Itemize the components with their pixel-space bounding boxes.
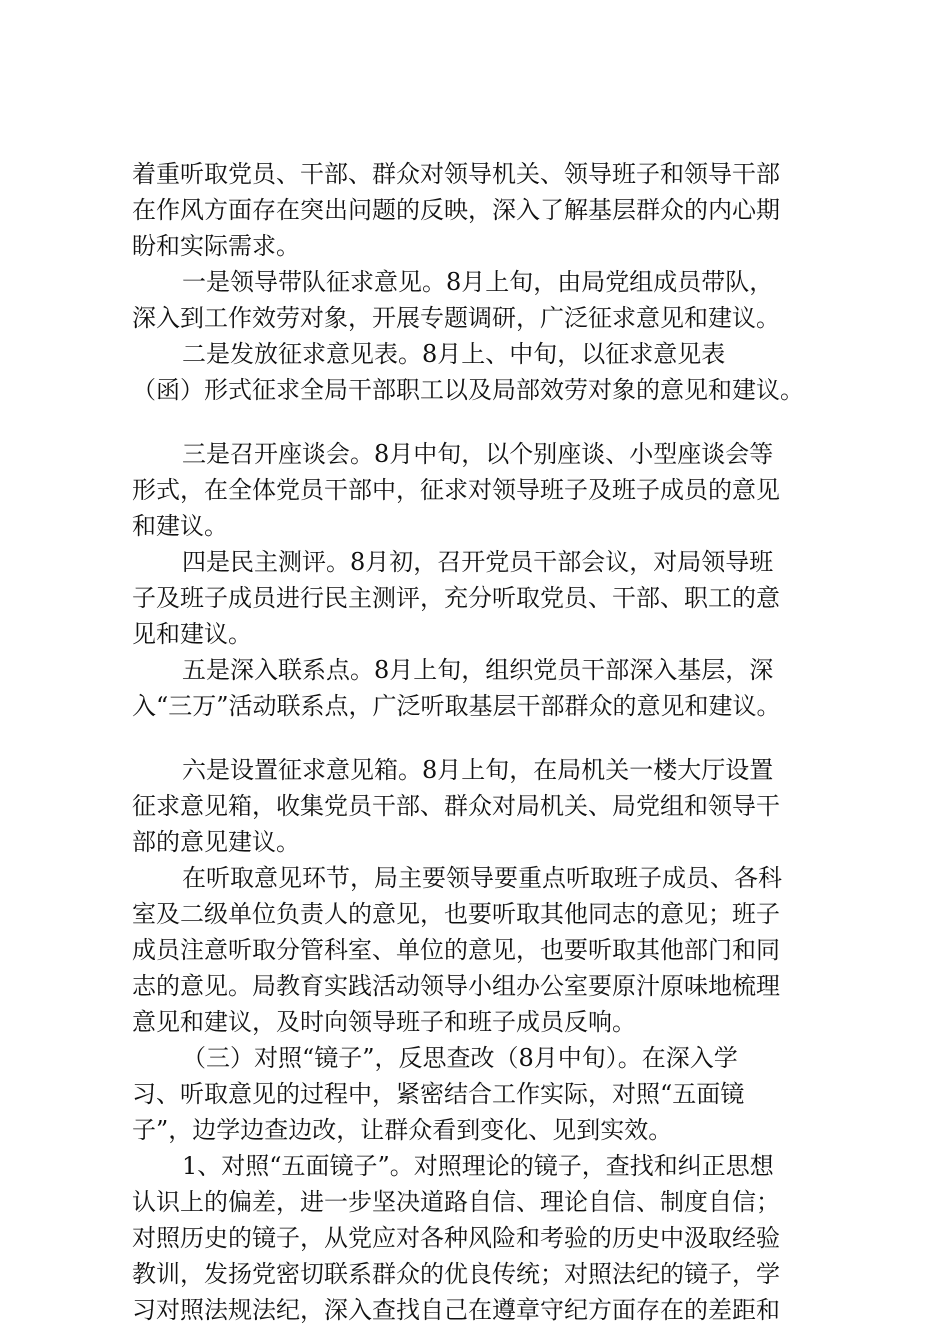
text-line: 征求意见箱，收集党员干部、群众对局机关、局党组和领导干 [132,792,780,820]
text-line: 和建议。 [132,512,228,540]
text-line: 二是发放征求意见表。8月上、中旬，以征求意见表 [182,340,726,368]
text-line: （函）形式征求全局干部职工以及局部效劳对象的意见和建议。 [132,376,804,404]
text-line: 意见和建议，及时向领导班子和班子成员反响。 [132,1008,636,1036]
text-line: 子及班子成员进行民主测评，充分听取党员、干部、职工的意 [132,584,780,612]
text-line: 室及二级单位负责人的意见，也要听取其他同志的意见；班子 [132,900,780,928]
text-line: 入“三万”活动联系点，广泛听取基层干部群众的意见和建议。 [132,692,781,720]
text-line: （三）对照“镜子”，反思查改（8月中旬）。在深入学 [182,1044,738,1072]
text-line: 五是深入联系点。8月上旬，组织党员干部深入基层，深 [182,656,774,684]
text-line: 四是民主测评。8月初，召开党员干部会议，对局领导班 [182,548,774,576]
text-line: 见和建议。 [132,620,252,648]
text-line: 三是召开座谈会。8月中旬，以个别座谈、小型座谈会等 [182,440,774,468]
text-line: 志的意见。局教育实践活动领导小组办公室要原汁原味地梳理 [132,972,780,1000]
text-line: 盼和实际需求。 [132,232,300,260]
text-line: 着重听取党员、干部、群众对领导机关、领导班子和领导干部 [132,160,780,188]
text-line: 认识上的偏差，进一步坚决道路自信、理论自信、制度自信； [132,1188,780,1216]
text-line: 部的意见建议。 [132,828,300,856]
text-line: 一是领导带队征求意见。8月上旬，由局党组成员带队， [182,268,774,296]
text-line: 对照历史的镜子，从党应对各种风险和考验的历史中汲取经验 [132,1224,780,1252]
text-line: 成员注意听取分管科室、单位的意见，也要听取其他部门和同 [132,936,780,964]
text-line: 习、听取意见的过程中，紧密结合工作实际，对照“五面镜 [132,1080,745,1108]
text-line: 深入到工作效劳对象，开展专题调研，广泛征求意见和建议。 [132,304,780,332]
text-line: 形式，在全体党员干部中，征求对领导班子及班子成员的意见 [132,476,780,504]
text-line: 子”，边学边查边改，让群众看到变化、见到实效。 [132,1116,673,1144]
text-line: 在听取意见环节，局主要领导要重点听取班子成员、各科 [182,864,782,892]
text-line: 1、对照“五面镜子”。对照理论的镜子，查找和纠正思想 [182,1152,774,1180]
text-line: 习对照法规法纪，深入查找自己在遵章守纪方面存在的差距和 [132,1296,780,1324]
text-line: 教训，发扬党密切联系群众的优良传统；对照法纪的镜子，学 [132,1260,780,1288]
text-line: 在作风方面存在突出问题的反映，深入了解基层群众的内心期 [132,196,780,224]
text-line: 六是设置征求意见箱。8月上旬，在局机关一楼大厅设置 [182,756,774,784]
